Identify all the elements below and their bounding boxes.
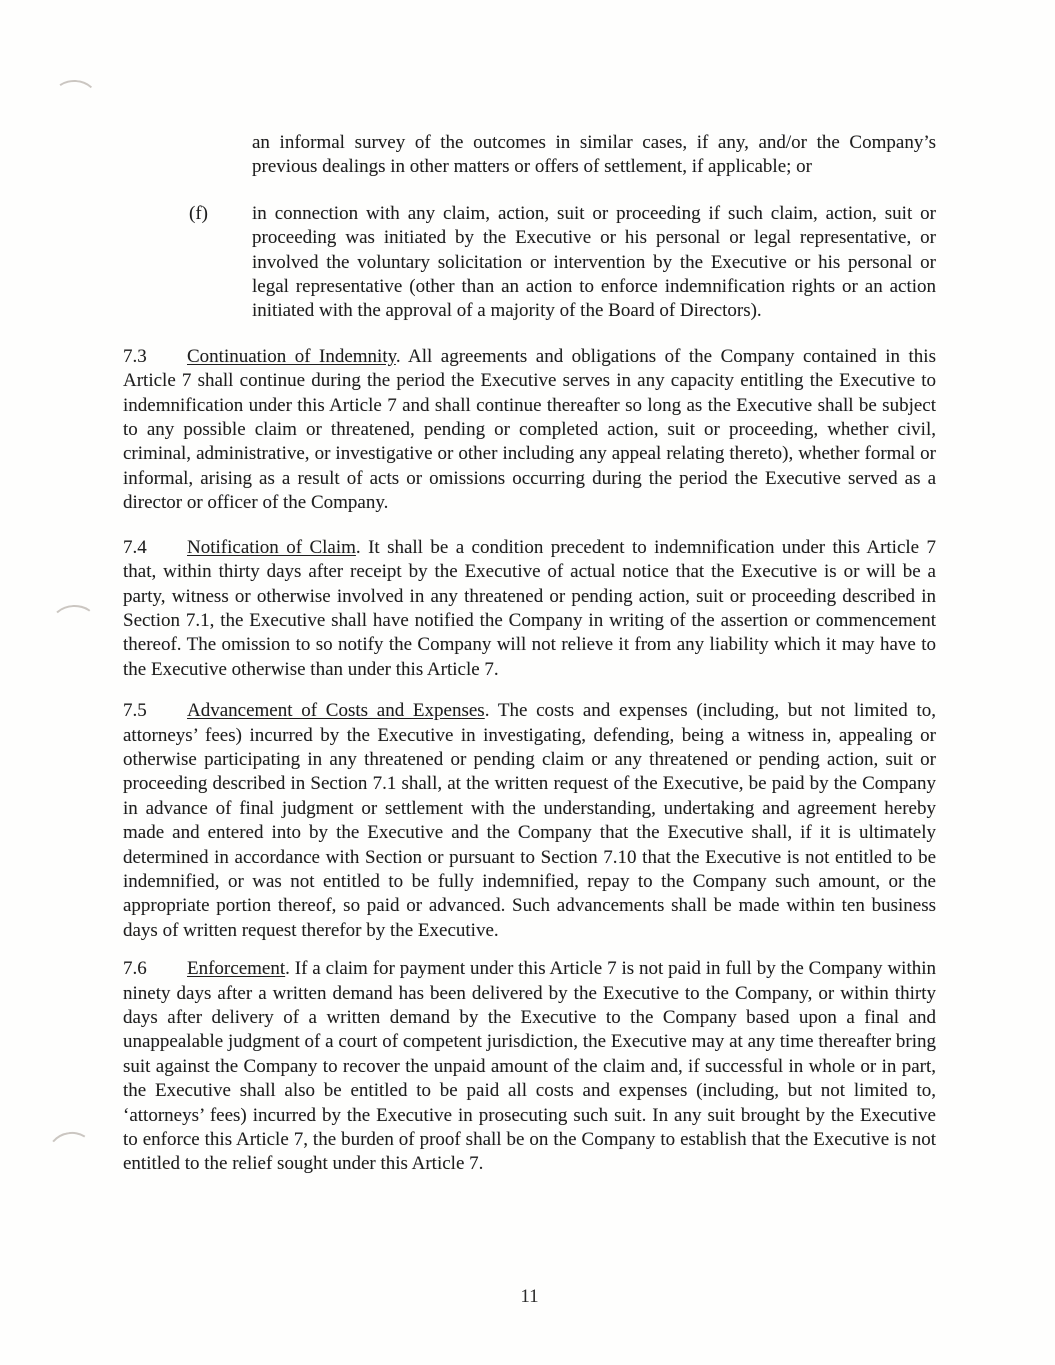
page-number: 11 xyxy=(520,1286,539,1307)
section-number: 7.3 xyxy=(123,345,147,367)
pencil-arc-mark xyxy=(52,79,98,116)
pencil-arc-mark xyxy=(45,1129,97,1176)
section-body: . All agreements and obligations of the Company contained in this Article 7 shall continue during the period the Executive serves in any capacity entitling the Executive to indemnification under this Article 7 and shall continue thereafter so long as the Executive shall be subject to any possible claim or threatened, pending or completed action, suit or proceeding, whether civil, criminal, administrative, or investigative or other including any appeal relating thereto), whether formal or informal, arising as a result of acts or omissions occurring during the period the Executive served as a director or officer of the Company. xyxy=(123,345,936,514)
list-item-text: in connection with any claim, action, suit or proceeding if such claim, action, suit or proceeding was initiated by the Executive or his personal or legal representative, or involved the voluntary solicitation or intervention by the Executive or his personal or legal representative (other than an action to enforce indemnification rights or an action initiated with the approval of a majority of the Board of Directors). xyxy=(252,202,936,322)
list-item-label: (f) xyxy=(189,202,208,224)
pencil-arc-mark xyxy=(50,604,98,642)
section-number: 7.4 xyxy=(123,536,147,558)
document-body xyxy=(123,131,936,1177)
section-heading: Advancement of Costs and Expenses xyxy=(187,700,485,722)
section-7-4 xyxy=(123,536,936,682)
section-7-6 xyxy=(123,957,936,1177)
section-heading: Continuation of Indemnity xyxy=(187,345,396,367)
list-item-f xyxy=(123,202,936,324)
section-7-3 xyxy=(123,345,936,516)
section-body: . It shall be a condition precedent to indemnification under this Article 7 that, within thirty days after receipt by the Executive of actual notice that the Executive is or will be a party, witness or otherwise involved in any threatened or pending action, suit or proceeding described in Section 7.1, the Executive shall have notified the Company in writing of the assertion or commencement thereof. The omission to so notify the Company will not relieve it from any liability which it may have to the Executive otherwise than under this Article 7. xyxy=(123,536,937,680)
list-item-e-continuation: an informal survey of the outcomes in similar cases, if any, and/or the Company’s previous dealings in other matters or offers of settlement, if applicable; or xyxy=(252,132,936,178)
section-7-5 xyxy=(123,699,936,943)
section-body: . If a claim for payment under this Article 7 is not paid in full by the Company within ninety days after a written demand has been delivered by the Executive to the Company, or within thirty days after delivery of a written demand by the Executive to the Company based upon a final and unappealable judgment of a court of competent jurisdiction, the Executive may at any time thereafter bring suit against the Company to recover the unpaid amount of the claim and, if successful in whole or in part, the Executive shall also be entitled to be paid all costs and expenses (including, but not limited to, ‘attorneys’ fees) incurred by the Executive in prosecuting such suit. In any suit brought by the Executive to enforce this Article 7, the burden of proof shall be on the Company to establish that the Executive is not entitled to the relief sought under this Article 7. xyxy=(123,958,936,1175)
section-number: 7.5 xyxy=(123,700,147,722)
section-heading: Notification of Claim xyxy=(187,536,356,558)
section-heading: Enforcement xyxy=(187,958,286,980)
section-body: . The costs and expenses (including, but not limited to, attorneys’ fees) incurred by the Executive in investigating, defending, being a witness in, appealing or otherwise participating in any threatened or pending claim or any threatened or pending action, suit or proceeding described in Section 7.1 shall, at the written request of the Executive, be paid by the Company in advance of final judgment or settlement with the understanding, undertaking and agreement hereby made and entered into by the Executive and the Company that the Executive shall, if it is ultimately determined in accordance with Section or pursuant to Section 7.10 that the Executive is not entitled to be indemnified, or was not entitled to be fully indemnified, repay to the Company such amount, or the appropriate portion thereof, so paid or advanced. Such advancements shall be made within ten business days of written request therefor by the Executive. xyxy=(123,700,936,941)
section-number: 7.6 xyxy=(123,958,147,980)
